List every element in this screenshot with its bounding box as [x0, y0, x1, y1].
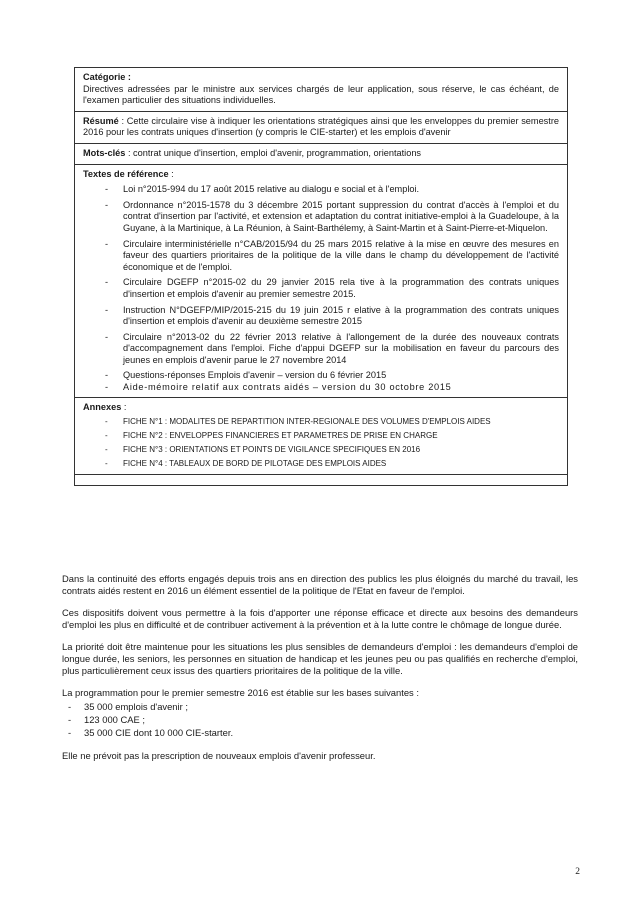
keywords-label: Mots-clés [83, 147, 126, 158]
list-item: - 35 000 CIE dont 10 000 CIE-starter. [62, 727, 578, 739]
programming-list-wrap [62, 701, 578, 739]
reference-item: - Aide-mémoire relatif aux contrats aidés – version du 30 octobre 2015 [83, 382, 559, 394]
paragraph: Dans la continuité des efforts engagés depuis trois ans en direction des publics les plus éloignés du marché du travail, les contrats aidés restent en 2016 un élément essentiel de la politique de l'Etat en faveur de l'emploi. [62, 573, 578, 596]
paragraph: Ces dispositifs doivent vous permettre à la fois d'apporter une réponse efficace et directe aux besoins des demandeurs d'emploi les plus en difficulté et de contribuer activement à la prévention et à la lutte contre le chômage de longue durée. [62, 607, 578, 630]
paragraph: Elle ne prévoit pas la prescription de nouveaux emplois d'avenir professeur. [62, 750, 376, 761]
references-label-suffix: : [168, 168, 174, 179]
category-cell [75, 68, 567, 112]
list-item: - 35 000 emplois d'avenir ; [62, 701, 578, 713]
reference-item: - Questions-réponses Emplois d'avenir – version du 6 février 2015 [83, 370, 559, 382]
reference-item: - Circulaire n°2013-02 du 22 février 2013 relative à l'allongement de la durée des nouveaux contrats d'accompagnement dans l'emploi. Fiche d'appui DGEFP sur la mobilisation en faveur du parcours des jeunes en emplois d'avenir parue le 27 novembre 2014 [83, 332, 559, 367]
page-number: 2 [575, 867, 580, 877]
category-label: Catégorie : [83, 72, 131, 82]
empty-row [75, 475, 567, 485]
reference-item: - Instruction N°DGEFP/MIP/2015-215 du 19 juin 2015 r elative à la programmation des contrats uniques d'insertion et emplois d'avenir au deuxième semestre 2015 [83, 305, 559, 328]
keywords-text: : contrat unique d'insertion, emploi d'avenir, programmation, orientations [125, 147, 422, 158]
reference-item: - Circulaire interministérielle n°CAB/2015/94 du 25 mars 2015 relative à la mise en œuvre des mesures en faveur des quartiers prioritaires de la politique de la ville dans le champ du développement de l'activité économique et de l'emploi. [83, 239, 559, 274]
references-list [83, 184, 559, 394]
annex-item: - FICHE N°1 : MODALITES DE REPARTITION INTER-REGIONALE DES VOLUMES D'EMPLOIS AIDES [83, 417, 559, 427]
annex-item: - FICHE N°4 : TABLEAUX DE BORD DE PILOTAGE DES EMPLOIS AIDES [83, 459, 559, 469]
keywords-cell [75, 144, 567, 165]
summary-label: Résumé [83, 115, 119, 126]
annexes-heading [83, 402, 559, 414]
annexes-cell [75, 398, 567, 476]
summary-cell [75, 112, 567, 144]
paragraph: La programmation pour le premier semestre 2016 est établie sur les bases suivantes : [62, 687, 419, 698]
annex-item: - FICHE N°2 : ENVELOPPES FINANCIERES ET PARAMETRES DE PRISE EN CHARGE [83, 431, 559, 441]
annexes-label: Annexes [83, 401, 122, 412]
reference-item: - Loi n°2015-994 du 17 août 2015 relative au dialogu e social et à l'emploi. [83, 184, 559, 196]
body-text [62, 573, 578, 772]
category-text: Directives adressées par le ministre aux services chargés de leur application, sous réserve, le cas échéant, de l'examen particulier des situations individuelles. [83, 83, 559, 106]
summary-text: : Cette circulaire vise à indiquer les orientations stratégiques ainsi que les enveloppes du premier semestre 2016 pour les contrats uniques d'insertion (y compris le CIE-starter) et les emplois d'avenir [83, 115, 559, 138]
list-item: - 123 000 CAE ; [62, 714, 578, 726]
annexes-list [83, 417, 559, 469]
reference-item: - Ordonnance n°2015-1578 du 3 décembre 2015 portant suppression du contrat d'accès à l'emploi et du contrat d'insertion par l'activité, et extension et adaptation du contrat initiative-emploi à la Guadeloupe, à la Guyane, à la Martinique, à La Réunion, à Saint-Barthélemy, à Saint-Martin et à Saint-Pierre-et-Miquelon. [83, 200, 559, 235]
references-cell [75, 165, 567, 398]
paragraph: La priorité doit être maintenue pour les situations les plus sensibles de demandeurs d'emploi : les demandeurs d'emploi de longue durée, les seniors, les personnes en situation de handicap et les jeunes peu ou pas qualifiés en recherche d'emploi, plus particulièrement ceux issus des quartiers prioritaires de la politique de la ville. [62, 641, 578, 676]
circular-summary-table [74, 67, 568, 486]
references-heading [83, 169, 559, 181]
references-label: Textes de référence [83, 168, 169, 179]
annex-item: - FICHE N°3 : ORIENTATIONS ET POINTS DE VIGILANCE SPECIFIQUES EN 2016 [83, 445, 559, 455]
annexes-label-suffix: : [121, 401, 127, 412]
reference-item: - Circulaire DGEFP n°2015-02 du 29 janvier 2015 rela tive à la programmation des contrats uniques d'insertion et emplois d'avenir au premier semestre 2015. [83, 277, 559, 300]
programming-list [62, 701, 578, 739]
